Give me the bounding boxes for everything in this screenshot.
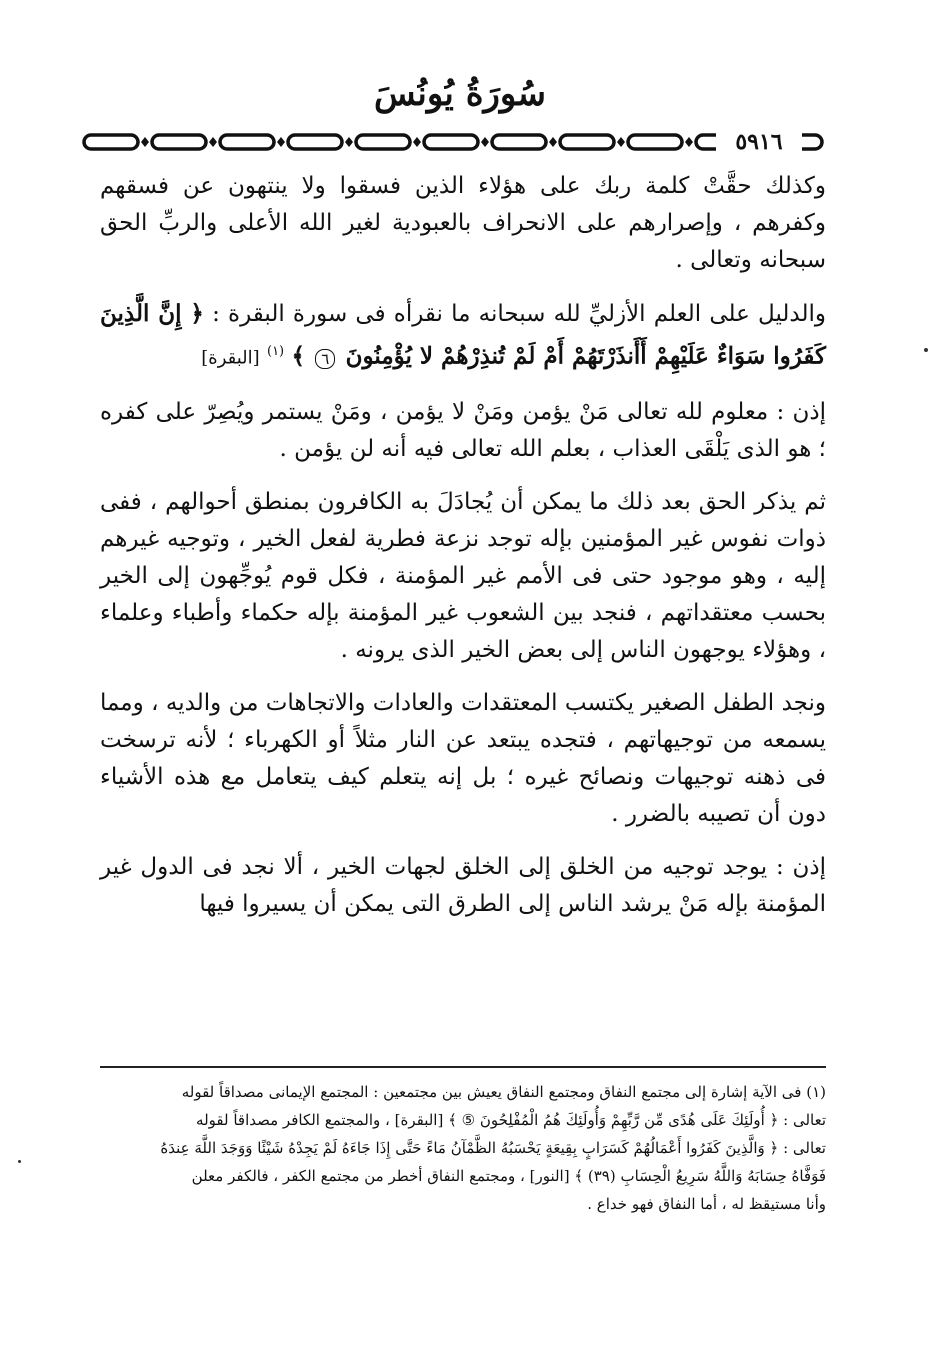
- paragraph-4: ثم يذكر الحق بعد ذلك ما يمكن أن يُجادَلَ به الكافرون بمنطق أحوالهم ، ففى ذوات نفوس غير المؤمنين بإله توجد نزعة فطرية لفعل الخير ، وتوجيه غيرهم إليه ، وهو موجود حتى فى الأمم غير المؤمنة ، فكل قوم يُوجِّهون إلى الخير بحسب معتقداتهم ، فنجد بين الشعوب غير المؤمنة بإله حكماء وأطباء وعلماء ، وهؤلاء يوجهون الناس إلى بعض الخير الذى يرونه .: [100, 488, 826, 663]
- surah-title: سُورَةُ يُونُسَ: [374, 74, 546, 114]
- footnote-line: تعالى : ﴿ وَالَّذِينَ كَفَرُوا أَعْمَالُهُمْ كَسَرَابٍ بِقِيعَةٍ يَحْسَبُهُ الظَّمْآنُ مَاءً حَتَّى إِذَا جَاءَهُ لَمْ يَجِدْهُ شَيْئًا وَوَجَدَ اللَّهَ عِندَهُ: [160, 1139, 826, 1157]
- footnote-line: (١) فى الآية إشارة إلى مجتمع النفاق ومجتمع النفاق يعيش بين مجتمعين : المجتمع الإيمانى مصداقاً لقوله: [181, 1083, 826, 1101]
- page-number: ٥٩١٦: [716, 128, 802, 156]
- paragraph-2-intro: والدليل على العلم الأزليِّ لله سبحانه ما نقرأه فى سورة البقرة :: [212, 301, 826, 327]
- paragraph-5: ونجد الطفل الصغير يكتسب المعتقدات والعادات والاتجاهات من والديه ، ومما يسمعه من توجيهاتهم ، فتجده يبتعد عن النار مثلاً أو الكهرباء ؛ لأنه ترسخت فى ذهنه توجيهات ونصائح غيره ؛ بل إنه يتعلم كيف يتعامل مع هذه الأشياء دون أن تصيبه بالضرر .: [100, 689, 826, 827]
- paragraph-6: إذن : يوجد توجيه من الخلق إلى الخلق لجهات الخير ، ألا نجد فى الدول غير المؤمنة بإله مَنْ يرشد الناس إلى الطرق التى يمكن أن يسيروا فيها: [100, 853, 826, 917]
- scan-speck: [18, 1160, 21, 1163]
- footnote-line: وأنا مستيقظ له ، أما النفاق فهو خداع .: [587, 1195, 826, 1213]
- quran-verse: ﴿ إِنَّ الَّذِينَ كَفَرُوا سَوَاءٌ عَلَيْهِمْ أَأَنذَرْتَهُمْ أَمْ لَمْ تُنذِرْهُمْ لا يُؤْمِنُونَ: [100, 300, 826, 370]
- main-text: [100, 168, 826, 923]
- paragraph-3: إذن : معلوم لله تعالى مَنْ يؤمن ومَنْ لا يؤمن ، ومَنْ يستمر ويُصِرّ على كفره ؛ هو الذى يَلْقَى العذاب ، بعلم الله تعالى فيه أنه لن يؤمن .: [100, 398, 826, 462]
- scan-speck: [924, 348, 928, 352]
- ayah-number-badge: ٦: [315, 349, 335, 369]
- quran-closing-bracket: ﴾: [291, 342, 305, 370]
- footnote-line: فَوَفَّاهُ حِسَابَهُ وَاللَّهُ سَرِيعُ الْحِسَابِ (٣٩) ﴾ [النور] ، ومجتمع النفاق أخطر من مجتمع الكفر ، فالكفر معلن: [191, 1167, 826, 1185]
- footnote-line: تعالى : ﴿ أُولَئِكَ عَلَى هُدًى مِّن رَّبِّهِمْ وَأُولَئِكَ هُمُ الْمُفْلِحُونَ ⑤ ﴾ [البقرة] ، والمجتمع الكافر مصداقاً لقوله: [196, 1111, 826, 1129]
- footnote-block: [100, 1078, 826, 1218]
- surah-reference: [البقرة]: [201, 347, 260, 369]
- paragraph-2: [100, 295, 826, 378]
- footnote-marker: (١): [266, 344, 285, 359]
- paragraph-1: وكذلك حقَّتْ كلمة ربك على هؤلاء الذين فسقوا ولا ينتهون عن فسقهم وكفرهم ، وإصرارهم على الانحراف بالعبودية لغير الله الأعلى والربِّ الحق سبحانه وتعالى .: [100, 173, 826, 273]
- text-underline-rule: [100, 1066, 826, 1068]
